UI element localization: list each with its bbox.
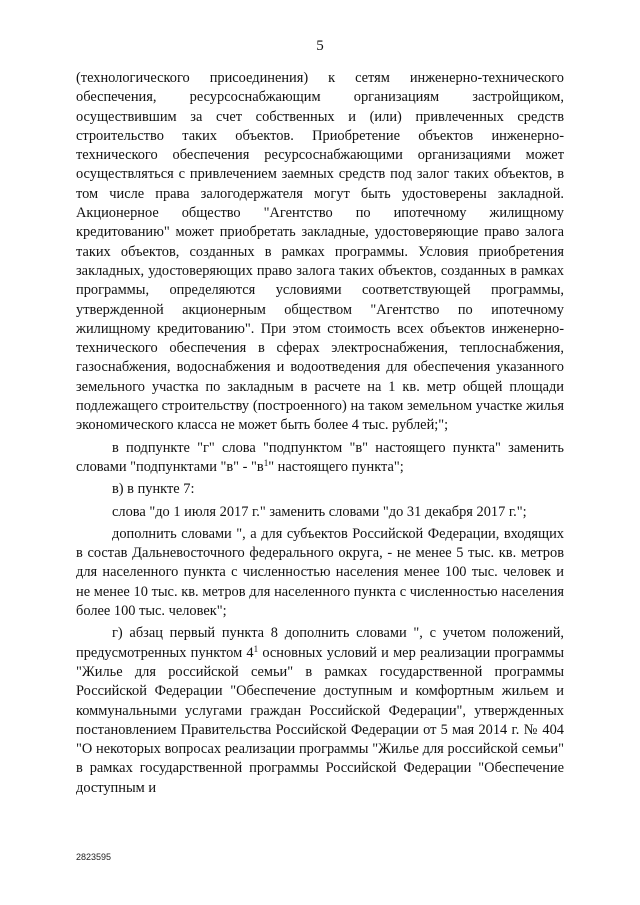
paragraph-text: дополнить словами ", а для субъектов Российской Федерации, входящих в состав Дальневосточного федерального округа, - не менее 5 тыс. кв. метров для населенного пункта с численностью населения менее 100 тыс. человек и не менее 10 тыс. кв. метров для населенного пункта с численностью населения более 100 тыс. человек"; [76,525,564,620]
document-body [76,69,564,798]
paragraph-text: " настоящего пункта"; [268,458,404,475]
page-number: 5 [316,38,324,54]
paragraph [76,439,564,478]
paragraph-text: в) в пункте 7: [112,481,195,498]
paragraph [76,480,564,499]
paragraph [76,69,564,436]
paragraph-text: в подпункте "г" слова "подпунктом "в" настоящего пункта" заменить словами "подпунктами "в" - "в [76,439,564,475]
paragraph-text: слова "до 1 июля 2017 г." заменить словами "до 31 декабря 2017 г."; [112,503,527,520]
paragraph [76,624,564,798]
paragraph [76,525,564,621]
paragraph-text: (технологического присоединения) к сетям инженерно-технического обеспечения, ресурсоснабжающим организациям застройщиком, осуществившим за счет собственных и (или) привлеченных средств строительство таких объектов. Приобретение объектов инженерно-технического обеспечения ресурсоснабжающими организациями может осуществляться с привлечением заемных средств под залог таких объектов, в том числе права залогодержателя могут быть удостоверены закладной. Акционерное общество "Агентство по ипотечному жилищному кредитованию" может приобретать закладные, удостоверяющие право залога таких объектов, созданных в рамках программы. Условия приобретения закладных, удостоверяющих право залога таких объектов, созданных в рамках программы, определяются условиями соответствующей программы, утвержденной акционерным обществом "Агентство по ипотечному жилищному кредитованию". При этом стоимость всех объектов инженерно-технического обеспечения в сферах электроснабжения, теплоснабжения, газоснабжения, водоснабжения и водоотведения для обеспечения указанного земельного участка по закладным в расчете на 1 кв. метр общей площади подлежащего строительству (построенного) на таком земельном участке жилья экономического класса не может быть более 4 тыс. рублей;"; [76,70,564,434]
superscript: 1 [263,457,269,468]
paragraph-text: основных условий и мер реализации программы "Жилье для российской семьи" в рамках государственной программы Российской Федерации "Обеспечение доступным и комфортным жильем и коммунальными услугами граждан Российской Федерации", утвержденных постановлением Правительства Российской Федерации от 5 мая 2014 г. № 404 "О некоторых вопросах реализации программы "Жилье для российской семьи" в рамках государственной программы Российской Федерации "Обеспечение доступным и [76,644,565,796]
paragraph [76,503,564,522]
document-code: 2823595 [76,852,112,862]
paragraph-text: г) абзац первый пункта 8 дополнить словами ", с учетом положений, предусмотренных пунктом 4 [76,625,564,661]
superscript: 1 [253,643,259,654]
